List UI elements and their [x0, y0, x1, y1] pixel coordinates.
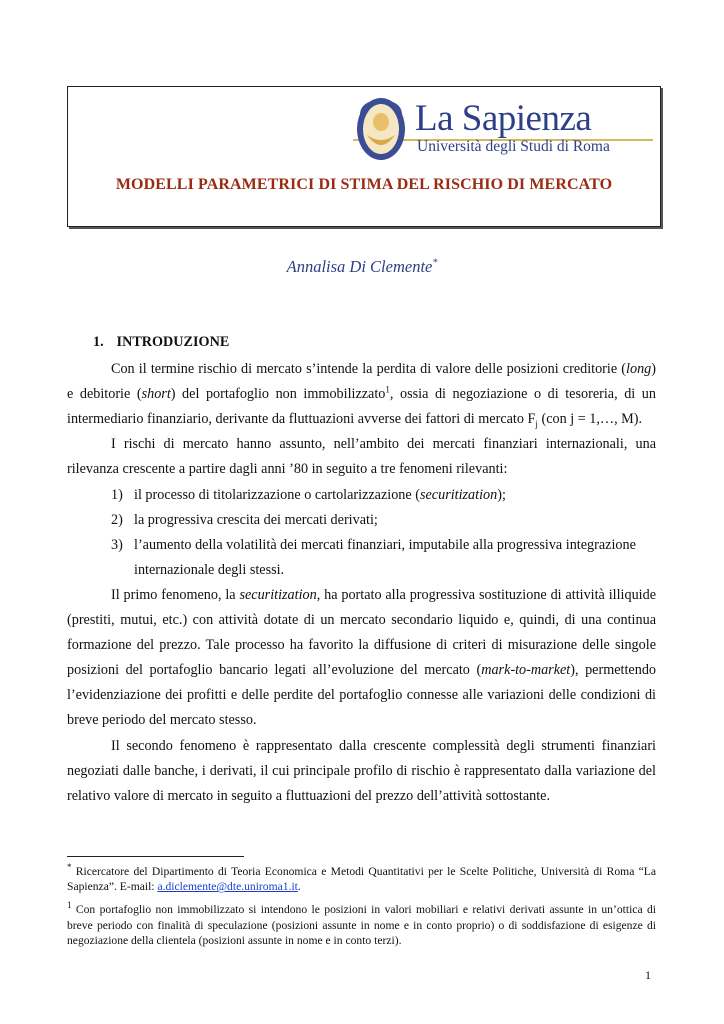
footnote-star-mark: *: [67, 862, 72, 873]
paragraph-4: Il secondo fenomeno è rappresentato dalla crescente complessità degli strumenti finanziari negoziati dalle banche, i derivati, il cui principale profilo di rischio è rappresentato dalla variazione del relativo valore di mercato in seguito a fluttuazioni del prezzo dell’attività sottostante.: [67, 737, 656, 804]
list-text: la progressiva crescita dei mercati derivati;: [134, 511, 378, 528]
list-text: il processo di titolarizzazione o cartolarizzazione (: [134, 486, 420, 503]
footnote-1-text: Con portafoglio non immobilizzato si intendono le posizioni in valori mobiliari e relativi derivati assunte in un’ottica di breve periodo con finalità di speculazione (posizioni assunte in nome e in conto proprio) o di soddisfazione di esigenze di negoziazione della clientela (posizioni assunte in nome e in conto terzi).: [67, 903, 656, 947]
email-link[interactable]: a.diclemente@dte.uniroma1.it: [157, 880, 298, 894]
p1-text-c: ) del portafoglio non immobilizzato: [170, 386, 386, 403]
phenomena-list: [67, 483, 656, 583]
p1-em-short: short: [141, 386, 171, 403]
section-heading: [93, 330, 656, 355]
list-item: [67, 533, 656, 583]
list-text-after: );: [497, 486, 506, 503]
page-number: 1: [645, 968, 651, 982]
footnote-author: [67, 864, 656, 894]
university-logo: [353, 95, 653, 163]
list-text: l’aumento della volatilità dei mercati finanziari, imputabile alla progressiva integrazione internazionale degli stessi.: [134, 536, 636, 578]
p1-text-a: Con il termine rischio di mercato s’intende la perdita di valore delle posizioni creditorie (: [111, 361, 627, 378]
footnote-star-text: Ricercatore del Dipartimento di Teoria Economica e Metodi Quantitativi per le Scelte Politiche, Università di Roma “La Sapienza”. E-mail:: [67, 865, 656, 894]
footnote-ref-1[interactable]: 1: [385, 384, 390, 395]
footnote-divider: [67, 856, 244, 857]
title-box: [67, 86, 661, 227]
footnotes: [67, 864, 656, 956]
p1-text-d: , ossia di negoziazione o di tesoreria, di un intermediario finanziario, derivante da fluttuazioni avverse dei fattori di mercato F: [67, 386, 656, 428]
author-footnote-mark: *: [432, 257, 438, 269]
footnote-star-end: .: [297, 880, 301, 894]
p3-em-mark-to-market: mark-to-market: [481, 662, 571, 679]
p1-subscript: j: [535, 419, 538, 430]
p3-em-securitization: securitization: [239, 586, 317, 603]
p3-text-c: ), permettendo l’evidenziazione dei profitti e delle perdite del portafoglio connesse alle variazioni delle condizioni di breve periodo del mercato stesso.: [67, 662, 657, 729]
list-number: 2): [111, 511, 123, 528]
section-title: INTRODUZIONE: [116, 334, 230, 350]
p3-text-a: Il primo fenomeno, la: [111, 586, 240, 603]
paragraph-1: [67, 357, 656, 432]
logo-name: La Sapienza: [415, 98, 592, 139]
section-number: 1.: [93, 334, 104, 350]
p1-text-b: ) e debitorie (: [67, 361, 656, 403]
logo-subtitle: Università degli Studi di Roma: [417, 138, 610, 155]
list-item: [67, 508, 656, 533]
paragraph-2: I rischi di mercato hanno assunto, nell’ambito dei mercati finanziari internazionali, una rilevanza crescente a partire dagli anni ’80 in seguito a tre fenomeni rilevanti:: [67, 436, 656, 478]
main-text: [67, 330, 656, 809]
list-item: [67, 483, 656, 508]
p1-em-long: long: [626, 361, 652, 378]
author-line: [0, 257, 724, 277]
p3-text-b: , ha portato alla progressiva sostituzione di attività illiquide (prestiti, mutui, etc.) con attività dotate di un mercato secondario liquido e, quindi, di una continua formazione del prezzo. Tale processo ha favorito la diffusione di criteri di misurazione delle singole posizioni del portafoglio bancario legati all’evoluzione del mercato (: [67, 586, 656, 679]
list-number: 3): [111, 536, 123, 553]
paragraph-3: [67, 583, 656, 734]
p1-text-e: (con j = 1,…, M).: [537, 411, 643, 428]
document-title: MODELLI PARAMETRICI DI STIMA DEL RISCHIO DI MERCATO: [115, 176, 613, 193]
list-em: securitization: [419, 486, 498, 503]
footnote-1: [67, 902, 656, 948]
author-name: Annalisa Di Clemente: [286, 257, 433, 276]
footnote-1-mark: 1: [67, 900, 72, 911]
list-number: 1): [111, 486, 123, 503]
